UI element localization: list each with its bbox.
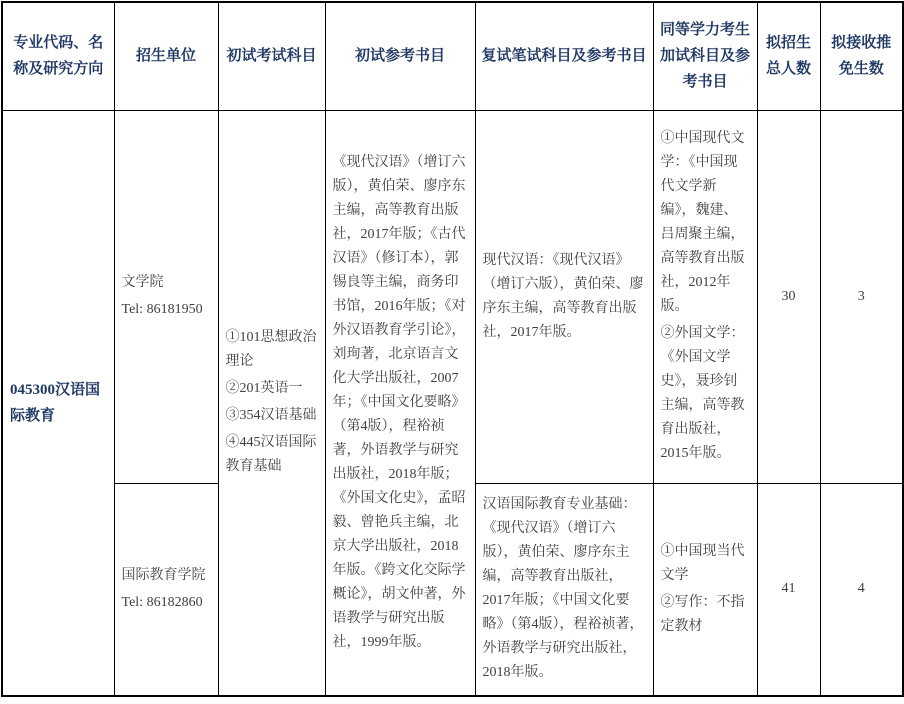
retest-cell-1 [475,110,653,483]
retest-text: 汉语国际教育专业基础：《现代汉语》（增订六版），黄伯荣、廖序东主编，高等教育出版社，2017年版；《中国文化要略》（第4版），程裕祯著，外语教学与研究出版社，2018年版。 [482,497,644,681]
equivalency-item: ②写作：不指定教材 [660,594,745,634]
total-cell-1: 30 [757,110,820,483]
retest-cell-2 [475,483,653,696]
unit-cell-1 [114,110,218,483]
initial-books-cell [325,110,475,696]
column-header-equivalency: 同等学力考生加试科目及参考书目 [653,2,757,110]
table-row [2,110,903,483]
program-cell [2,110,114,696]
equivalency-item: ②外国文学：《外国文学史》，聂珍钊主编，高等教育出版社，2015年版。 [660,326,745,461]
exam-subject-item: ③354汉语基础 [225,408,317,424]
initial-books-text: 《现代汉语》（增订六版），黄伯荣、廖序东主编，高等教育出版社，2017年版；《古代汉语》（修订本），郭锡良等主编，商务印书馆，2016年版；《对外汉语教育学引论》，刘珣著，北京语言文化大学出版社，2007年；《中国文化要略》（第4版），程裕祯著，外语教学与研究出版社，2018年版；《外国文化史》，孟昭毅、曾艳兵主编，北京大学出版社，2018年版。《跨文化交际学概论》，胡文仲著，外语教学与研究出版社，1999年版。 [332,154,466,650]
exempt-cell-1: 3 [820,110,903,483]
column-header-total: 拟招生总人数 [757,2,820,110]
exempt-cell-2: 4 [820,483,903,696]
unit-tel: Tel: 86181950 [121,302,203,317]
equivalency-item: ①中国现当代文学 [660,543,745,583]
header-row [2,2,903,110]
unit-name: 国际教育学院 [121,567,206,583]
initial-subjects-cell [218,110,325,696]
column-header-unit: 招生单位 [114,2,218,110]
column-header-exempt: 拟接收推免生数 [820,2,903,110]
column-header-initial-books: 初试参考书目 [325,2,475,110]
equivalency-item: ①中国现代文学：《中国现代文学新编》，魏建、吕周聚主编，高等教育出版社，2012年版。 [660,131,745,314]
unit-cell-2 [114,483,218,696]
column-header-program: 专业代码、名称及研究方向 [2,2,114,110]
total-cell-2: 41 [757,483,820,696]
admissions-table [1,1,904,697]
exam-subject-item: ①101思想政治理论 [225,330,317,370]
retest-text: 现代汉语：《现代汉语》（增订六版），黄伯荣、廖序东主编，高等教育出版社，2017年版。 [482,252,644,340]
equivalency-cell-2 [653,483,757,696]
exam-subject-item: ②201英语一 [225,381,303,397]
exam-subject-item: ④445汉语国际教育基础 [225,435,317,475]
program-code-name: 045300汉语国际教育 [10,381,101,424]
unit-tel: Tel: 86182860 [121,594,203,610]
equivalency-cell-1 [653,110,757,483]
column-header-initial-subjects: 初试考试科目 [218,2,325,110]
unit-name: 文学院 [121,275,164,290]
column-header-retest: 复试笔试科目及参考书目 [475,2,653,110]
